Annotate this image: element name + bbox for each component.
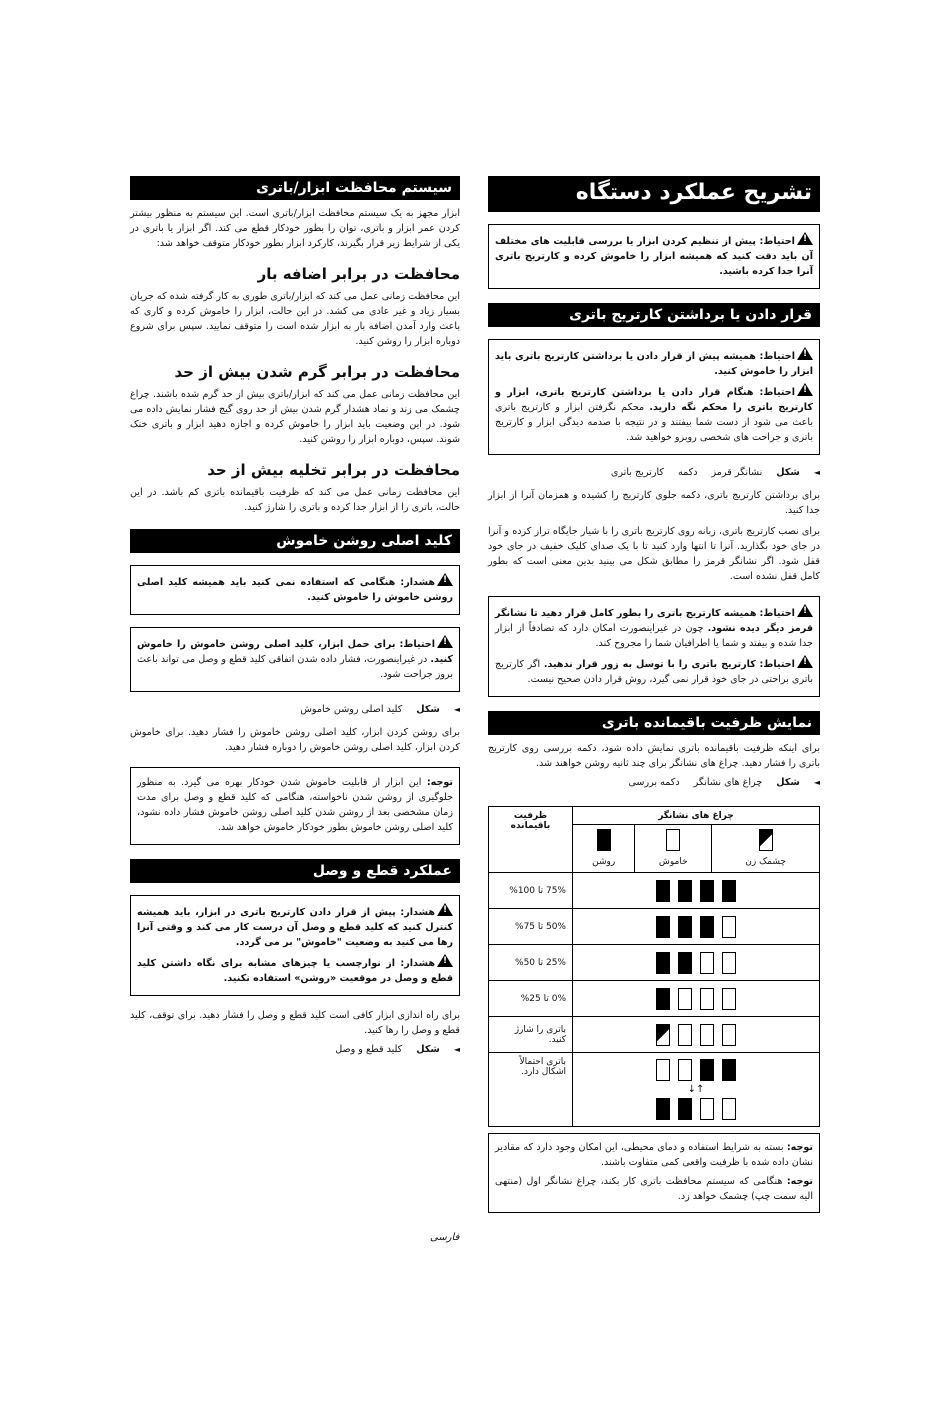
- figure-item: نشانگر قرمز: [711, 467, 763, 478]
- lamp-icon: [678, 880, 692, 902]
- pointer-icon: ◄: [813, 468, 820, 477]
- caution-text: در غیراینصورت، فشار داده شدن اتفاقی کلید قطع و وصل می تواند باعث بروز جراحت شود.: [137, 654, 453, 680]
- capacity-value: 75% تا 100%: [489, 873, 573, 909]
- paragraph: برای نصب کارتریج باتری، زبانه روی کارتریج باتری را با شیار جایگاه تراز کرده و آنرا در جای خود بگذارید. آنرا تا انتها وارد کنید تا با یک صدای کلیک خفیف در جای خود قفل شود. اگر نشانگر قرمز را مطابق شکل می بینید بدین معنی است که بطور کامل قفل نشده است.: [488, 526, 820, 582]
- figure-item: کارتریج باتری: [610, 467, 664, 478]
- legend-on: [573, 825, 635, 873]
- lamp-icon: [700, 952, 714, 974]
- legend-label: چشمک زن: [745, 857, 786, 867]
- warning-icon: [797, 383, 813, 396]
- capacity-value: 25% تا 50%: [489, 945, 573, 981]
- figure-caption-3: [130, 704, 460, 715]
- figure-label: شکل: [776, 777, 800, 788]
- warning-text: پیش از قرار دادن کارتریج باتری در ابزار، باید همیشه کنترل کنید که کلید قطع و وصل آن درست کار می کند و وقتی آنرا رها می کنید به وضعیت "خاموش" بر می گردد.: [137, 907, 453, 948]
- paragraph: برای برداشتن کارتریج باتری، دکمه جلوی کارتریج را کشیده و همزمان آنرا از ابزار جدا کنید.: [488, 490, 820, 516]
- paragraph: این محافظت زمانی عمل می کند که ابزار/باتری طوری به کار گرفته شده که جریان بسیار زیاد و غیر عادی می کشد. در این حالت، ابزار را خاموش کرده و کاری که باعث وارد آمدن اضافه بار به ابزار شده است را متوقف نمایید. سپس برای شروع دوباره ابزار را روشن کنید.: [130, 291, 460, 347]
- caution-box-3: [488, 596, 820, 697]
- lamp-icon: [656, 1098, 670, 1120]
- caution-label: احتیاط:: [759, 351, 795, 362]
- table-row: [489, 873, 820, 909]
- lamp-icon: [678, 1059, 692, 1081]
- on-lamp-icon: [597, 829, 611, 851]
- lamp-icon: [678, 916, 692, 938]
- warning-box-2: [130, 895, 460, 996]
- note-text: هنگامی که سیستم محافظت باتری کار بکند، چراغ نشانگر اول (منتهی الیه سمت چپ) چشمک خواهد زد.: [495, 1176, 813, 1202]
- figure-caption-1: [488, 467, 820, 478]
- lamp-icon: [722, 1024, 736, 1046]
- lamp-icon: [656, 1024, 670, 1046]
- caution-box-left: [130, 627, 460, 692]
- warning-icon: [437, 635, 453, 648]
- figure-label: شکل: [416, 1044, 440, 1055]
- lamp-icon: [700, 988, 714, 1010]
- figure-label: شکل: [416, 704, 440, 715]
- subheading: محافظت در برابر اضافه بار: [257, 265, 460, 283]
- lamp-pattern: [573, 981, 820, 1017]
- caution-box-1: [488, 224, 820, 289]
- legend-label: روشن: [592, 857, 616, 867]
- caution-bold: کارتریج باتری را با توسل به زور قرار ندهید.: [543, 659, 756, 670]
- figure-item: چراغ های نشانگر: [693, 777, 763, 788]
- indicator-table: [488, 806, 820, 1127]
- caution-text: چون در غیراینصورت امکان دارد که تصادفاً از ابزار جدا شده و بیفتد و شما یا اطرافیان شما را مجروح کند.: [495, 623, 813, 649]
- subheading: محافظت در برابر گرم شدن بیش از حد: [174, 363, 460, 381]
- warning-label: هشدار:: [400, 577, 435, 588]
- lamp-icon: [656, 880, 670, 902]
- lamp-icon: [656, 1059, 670, 1081]
- legend-blink: [712, 825, 820, 873]
- note-label: توجه:: [786, 1176, 813, 1187]
- table-row: [489, 1017, 820, 1053]
- lamp-icon: [656, 988, 670, 1010]
- table-row: [489, 945, 820, 981]
- caution-label: احتیاط:: [399, 639, 435, 650]
- paragraph: برای اینکه ظرفیت باقیمانده باتری نمایش داده شود، دکمه بررسی روی کارتریج باتری را فشار دهید. چراغ های نشانگر برای چند ثانیه روشن خواهند شد.: [488, 743, 820, 769]
- paragraph: برای روشن کردن ابزار، کلید اصلی روشن خاموش را فشار دهید. برای خاموش کردن ابزار، کلید اصلی روشن خاموش را دوباره فشار دهید.: [130, 727, 460, 753]
- lamp-icon: [700, 1059, 714, 1081]
- left-column: [130, 176, 460, 1065]
- warning-label: هشدار:: [400, 907, 435, 918]
- lamp-icon: [656, 916, 670, 938]
- figure-caption-2: [488, 777, 820, 788]
- lamp-pattern: [573, 945, 820, 981]
- warning-icon: [797, 604, 813, 617]
- lamp-pattern: [573, 1017, 820, 1053]
- capacity-value: باتری احتمالاً اشکال دارد.: [489, 1053, 573, 1127]
- capacity-value: 0% تا 25%: [489, 981, 573, 1017]
- caution-text: محکم نگرفتن ابزار و کارتریج باتری باعث می شود از دست شما بیفتند و در نتیجه با صدمه دیدگی ابزار و کارتریج باتری و جراحت های شخصی روبرو خواهید شد.: [495, 402, 813, 443]
- lamp-icon: [678, 1098, 692, 1120]
- lamp-icon: [722, 880, 736, 902]
- pointer-icon: ◄: [813, 778, 820, 787]
- caution-label: احتیاط:: [759, 608, 795, 619]
- lamp-icon: [700, 880, 714, 902]
- subheading: محافظت در برابر تخلیه بیش از حد: [207, 461, 460, 479]
- legend-off: [635, 825, 712, 873]
- blink-lamp-icon: [759, 829, 773, 851]
- warning-text: از نوارچسب یا چیزهای مشابه برای نگاه داشتن کلید قطع و وصل در موقعیت «روشن» استفاده نکنید.: [137, 958, 453, 984]
- caution-label: احتیاط:: [759, 387, 795, 398]
- warning-icon: [437, 954, 453, 967]
- figure-item: دکمه: [677, 467, 698, 478]
- paragraph: این محافظت زمانی عمل می کند که ظرفیت باقیمانده باتری کم باشد. در این حالت، باتری را از ابزار جدا کرده و باتری را شارژ کنید.: [130, 487, 460, 513]
- lamp-icon: [700, 1024, 714, 1046]
- note-box-left: [130, 767, 460, 845]
- caution-label: احتیاط:: [759, 659, 795, 670]
- warning-icon: [797, 232, 813, 245]
- lamp-icon: [678, 952, 692, 974]
- figure-caption-4: [130, 1044, 460, 1055]
- pointer-icon: ◄: [453, 705, 460, 714]
- caution-bold: هنگام قرار دادن یا برداشتن کارتریج باتری، ابزار و کارتریج باتری را محکم نگه دارید.: [495, 387, 813, 413]
- header-lamps: چراغ های نشانگر: [573, 807, 820, 825]
- warning-icon: [437, 903, 453, 916]
- table-row: [489, 909, 820, 945]
- pointer-icon: ◄: [453, 1045, 460, 1054]
- note-text: این ابزار از قابلیت خاموش شدن خودکار بهره می گیرد. به منظور جلوگیری از روشن شدن ناخواسته، هنگامی که کلید قطع و وصل برای مدت زمان مشخصی بعد از روشن شدن کلید اصلی روشن خاموش فشار داده نشود، کلید اصلی روشن خاموش بطور خودکار خاموش خواهد شد.: [137, 777, 453, 833]
- warning-label: هشدار:: [400, 958, 435, 969]
- caution-label: احتیاط:: [759, 236, 795, 247]
- warning-box-1: [130, 565, 460, 615]
- lamp-icon: [700, 916, 714, 938]
- figure-label: شکل: [776, 467, 800, 478]
- paragraph: ابزار مجهز به یک سیستم محافظت ابزار/باتری است. این سیستم به منظور بیشتر کردن عمر ابزار و باتری، توان را بطور خودکار قطع می کند. اگر ابزار یا باتری در یکی از شرایط زیر قرار بگیرند، کارکرد ابزار بطور خودکار متوقف خواهد شد:: [130, 208, 460, 249]
- section-title-protection: سیستم محافظت ابزار/باتری: [130, 176, 460, 200]
- lamp-icon: [722, 1059, 736, 1081]
- lamp-pattern: [573, 909, 820, 945]
- lamp-icon: [678, 988, 692, 1010]
- note-label: توجه:: [426, 777, 453, 788]
- right-column: [488, 176, 820, 1213]
- table-row: [489, 1053, 820, 1127]
- section-title-main-switch: کلید اصلی روشن خاموش: [130, 529, 460, 553]
- lamp-icon: [678, 1024, 692, 1046]
- legend-label: خاموش: [658, 857, 688, 867]
- lamp-icon: [700, 1098, 714, 1120]
- lamp-icon: [722, 1098, 736, 1120]
- section-title-switch-action: عملکرد قطع و وصل: [130, 859, 460, 883]
- caution-text: اگر کارتریج باتری براحتی در جای خود قرار نمی گیرد، روش قرار دادن صحیح نیست.: [495, 659, 813, 685]
- section-title-battery-install: قرار دادن یا برداشتن کارتریج باتری: [488, 303, 820, 327]
- warning-icon: [797, 347, 813, 360]
- page-title: تشریح عملکرد دستگاه: [488, 176, 820, 212]
- capacity-value: 50% تا 75%: [489, 909, 573, 945]
- capacity-value: باتری را شارژ کنید.: [489, 1017, 573, 1053]
- lamp-icon: [722, 988, 736, 1010]
- caution-text: پیش از تنظیم کردن ابزار یا بررسی قابلیت های مختلف آن باید دقت کنید که همیشه ابزار را خاموش کرده و کارتریج باتری آنرا جدا کرده باشید.: [495, 236, 813, 277]
- section-title-battery-capacity: نمایش ظرفیت باقیمانده باتری: [488, 711, 820, 735]
- warning-text: هنگامی که استفاده نمی کنید باید همیشه کلید اصلی روشن خاموش را خاموش کنید.: [137, 577, 453, 603]
- note-label: توجه:: [786, 1142, 813, 1153]
- figure-item: کلید اصلی روشن خاموش: [300, 704, 403, 715]
- warning-icon: [797, 655, 813, 668]
- alternate-arrows-icon: ↑↓: [687, 1084, 705, 1095]
- figure-item: دکمه بررسی: [628, 777, 680, 788]
- header-capacity: ظرفیت باقیمانده: [489, 807, 573, 873]
- warning-icon: [437, 573, 453, 586]
- caution-box-2: [488, 339, 820, 455]
- page-footer-language: فارسی: [430, 1232, 460, 1243]
- figure-item: کلید قطع و وصل: [335, 1044, 403, 1055]
- caution-text: همیشه پیش از قرار دادن یا برداشتن کارتریج باتری باید ابزار را خاموش کنید.: [495, 351, 813, 377]
- caution-bold: همیشه کارتریج باتری را بطور کامل قرار دهید تا نشانگر قرمز دیگر دیده نشود.: [495, 608, 813, 634]
- lamp-icon: [656, 952, 670, 974]
- lamp-icon: [722, 952, 736, 974]
- off-lamp-icon: [666, 829, 680, 851]
- note-text: بسته به شرایط استفاده و دمای محیطی، این امکان وجود دارد که مقادیر نشان داده شده با ظرفیت واقعی کمی متفاوت باشند.: [495, 1142, 813, 1168]
- caution-bold: برای حمل ابزار، کلید اصلی روشن خاموش را خاموش کنید.: [137, 639, 453, 665]
- note-box: [488, 1133, 820, 1213]
- lamp-icon: [722, 916, 736, 938]
- lamp-pattern: [573, 1053, 820, 1127]
- paragraph: این محافظت زمانی عمل می کند که ابزار/باتری بیش از حد گرم شده باشند. چراغ چشمک می زند و نماد هشدار گرم شدن بیش از حد روی گیج فشار نمایش داده می شود. در این وضعیت باید ابزار را خاموش کرده و اجازه دهید ابزار و باتری خنک شوند. سپس، دوباره ابزار را روشن کنید.: [130, 389, 460, 445]
- table-row: [489, 981, 820, 1017]
- lamp-pattern: [573, 873, 820, 909]
- paragraph: برای راه اندازی ابزار کافی است کلید قطع و وصل را فشار دهید. برای توقف، کلید قطع و وصل را رها کنید.: [130, 1010, 460, 1036]
